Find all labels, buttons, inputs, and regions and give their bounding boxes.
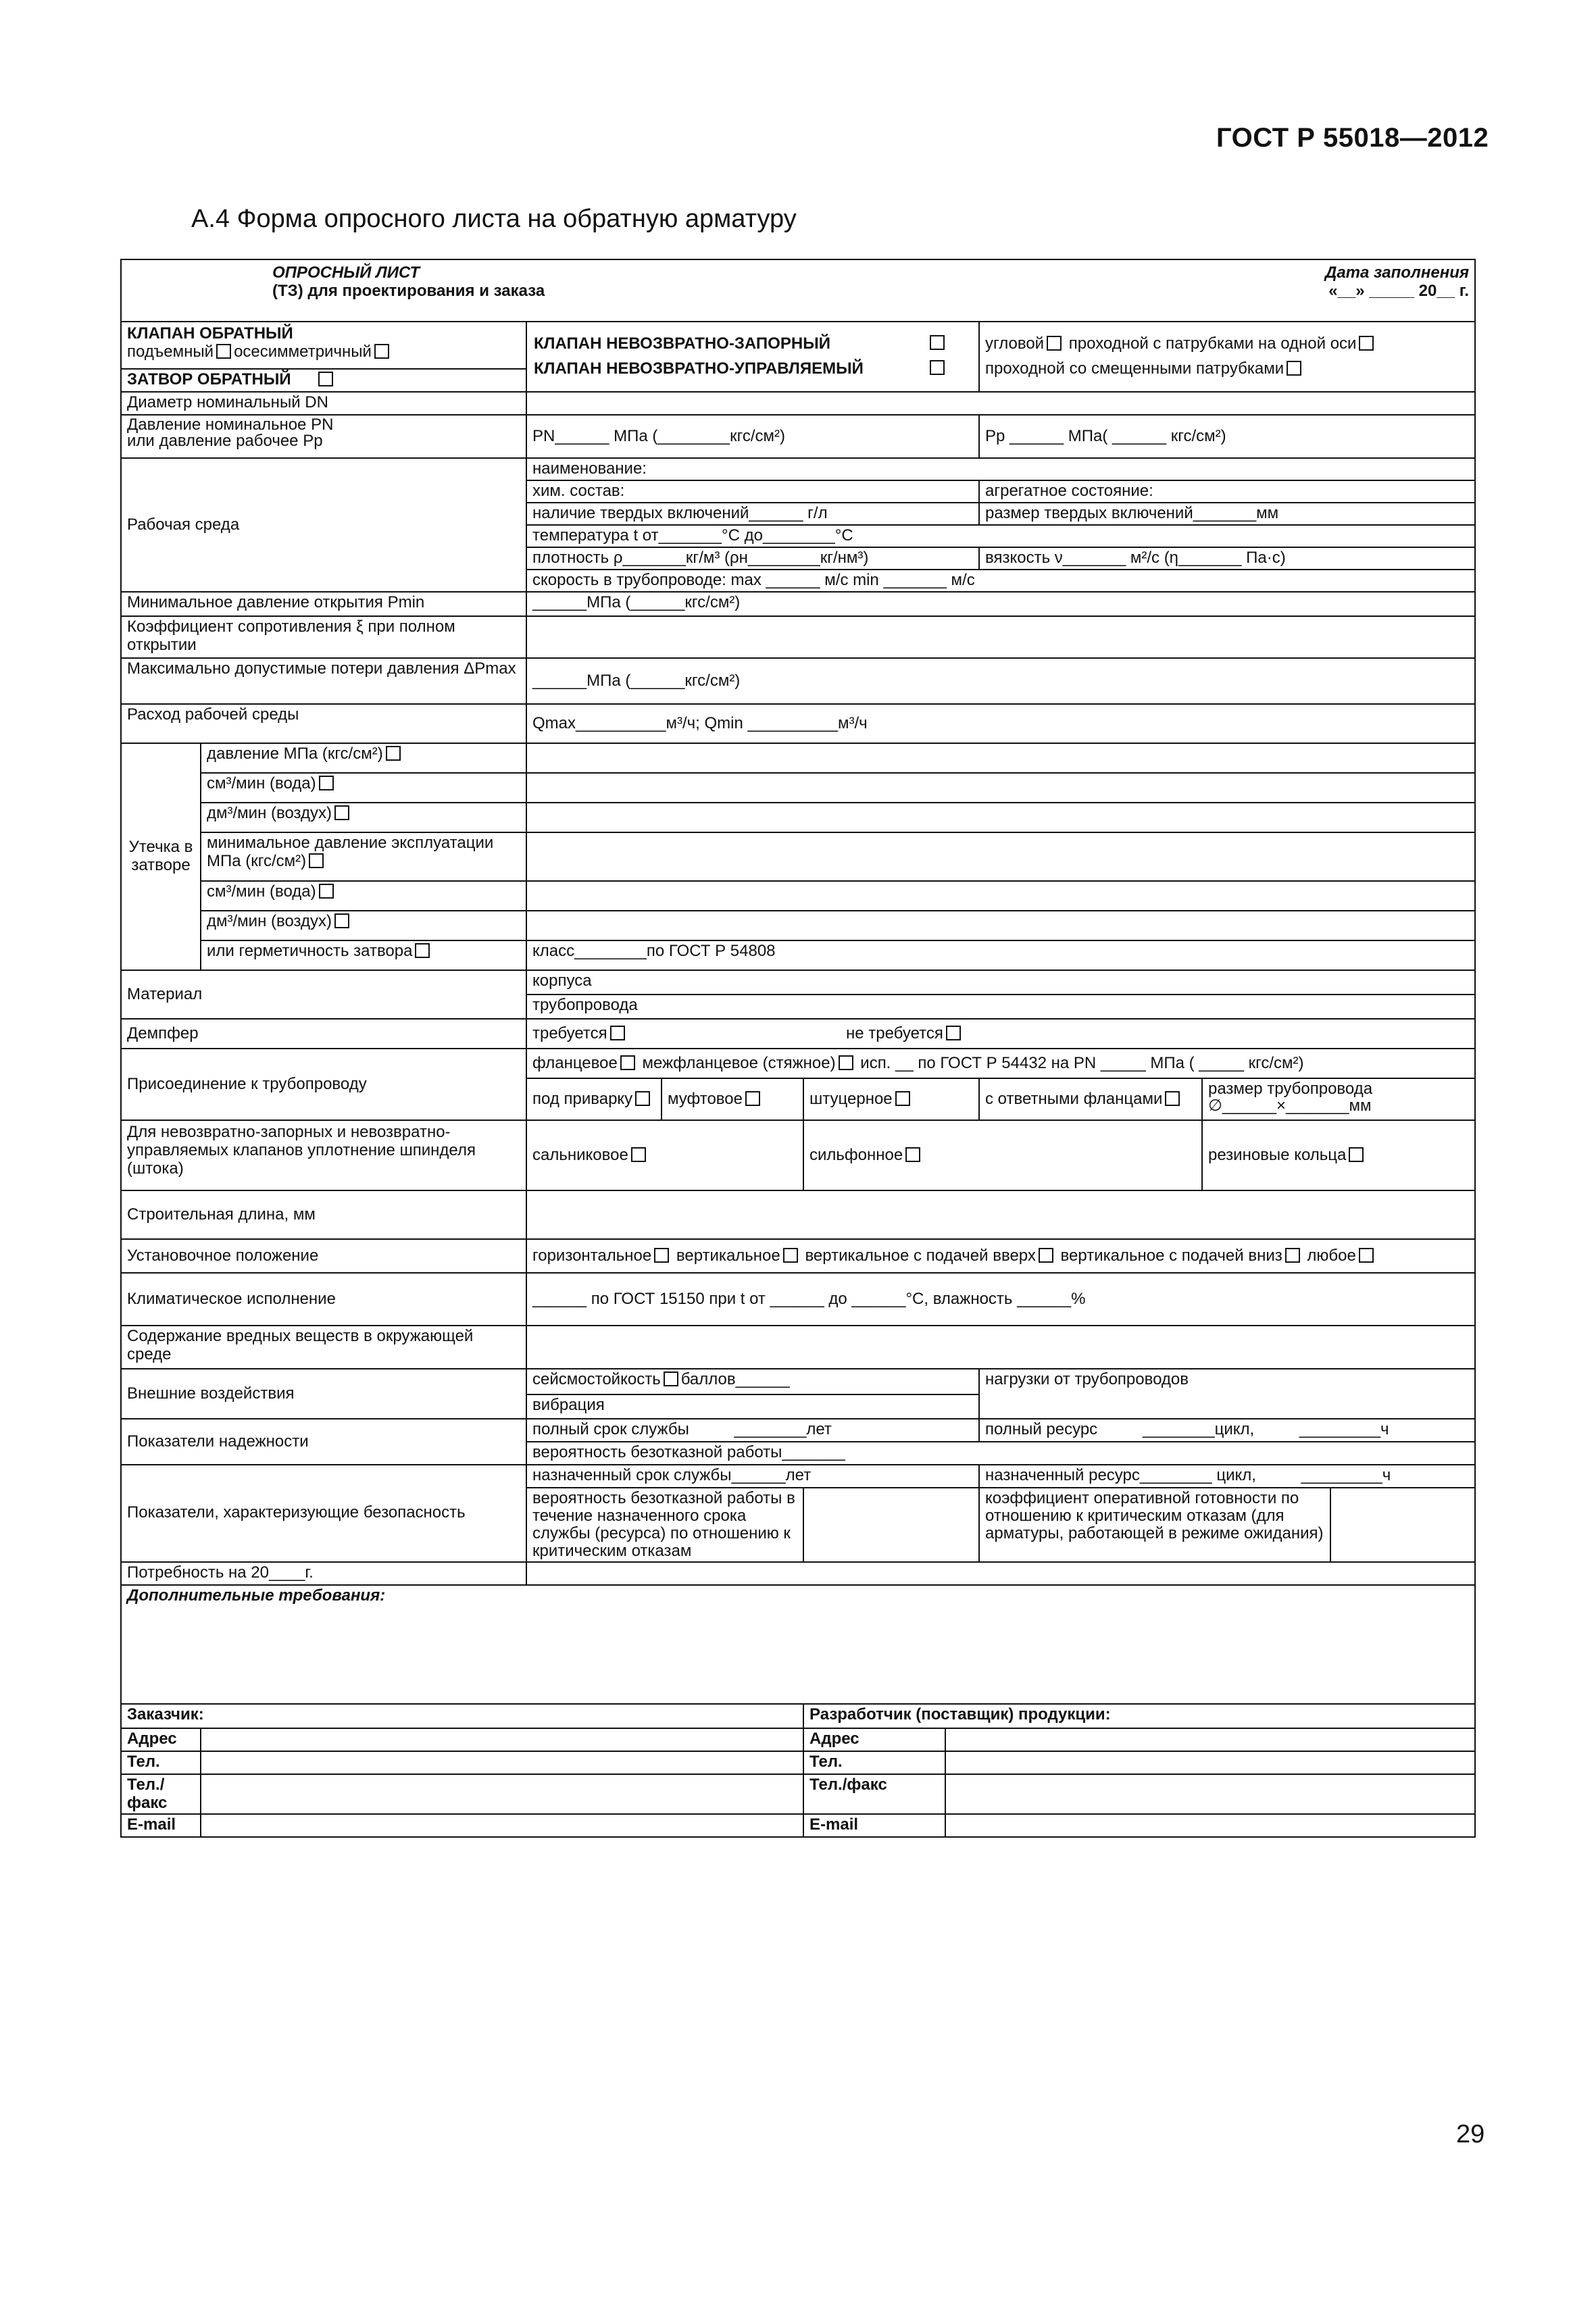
- aggregate-field[interactable]: агрегатное состояние:: [979, 480, 1475, 503]
- straight-one-axis-checkbox[interactable]: [1359, 336, 1374, 351]
- leakage-item-0: давление МПа (кгс/см²): [201, 743, 526, 773]
- max-loss-label: Максимально допустимые потери давления ΔPmax: [121, 658, 526, 704]
- leakage-class-field[interactable]: класс________по ГОСТ Р 54808: [526, 940, 1475, 970]
- any-checkbox[interactable]: [1359, 1248, 1374, 1263]
- connection-line-1: фланцевое межфланцевое (стяжное) исп. __ по ГОСТ Р 54432 на PN _____ МПа ( _____ кгс/см²): [526, 1049, 1475, 1078]
- developer-phone-field[interactable]: [945, 1751, 1475, 1774]
- min-open-field[interactable]: ______МПа (______кгс/см²): [526, 592, 1475, 616]
- leakage-item-2: дм³/мин (воздух): [201, 803, 526, 832]
- speed-field[interactable]: скорость в трубопроводе: max ______ м/с min _______ м/с: [526, 570, 1475, 592]
- developer-fax-field[interactable]: [945, 1774, 1475, 1815]
- gland-cell: сальниковое: [526, 1120, 803, 1190]
- straight-one-axis-label: проходной с патрубками на одной оси: [1068, 334, 1357, 353]
- developer-header: Разработчик (поставщик) продукции:: [803, 1704, 1475, 1728]
- readiness-field[interactable]: [1330, 1488, 1475, 1562]
- rubber-checkbox[interactable]: [1349, 1147, 1364, 1162]
- customer-phone-field[interactable]: [201, 1751, 803, 1774]
- check-valve-cell: [121, 322, 526, 369]
- vertical-checkbox[interactable]: [783, 1248, 798, 1263]
- coupling-cell: муфтовое: [662, 1078, 803, 1120]
- date-label: Дата заполнения: [1324, 263, 1469, 282]
- climate-label: Климатическое исполнение: [121, 1273, 526, 1326]
- resistance-label: Коэффициент сопротивления ξ при полном открытии: [121, 616, 526, 658]
- flange-checkbox[interactable]: [620, 1055, 635, 1070]
- questionnaire-form: [120, 259, 1476, 1838]
- counter-flanges-cell: с ответными фланцами: [979, 1078, 1202, 1120]
- developer-address-field[interactable]: [945, 1728, 1475, 1751]
- customer-address-field[interactable]: [201, 1728, 803, 1751]
- leakage-field-2[interactable]: [526, 803, 1475, 832]
- damper-not-required-checkbox[interactable]: [946, 1026, 961, 1040]
- non-return-control-checkbox[interactable]: [930, 360, 945, 375]
- dn-label: Диаметр номинальный DN: [121, 392, 526, 415]
- material-label: Материал: [121, 970, 526, 1019]
- leakage-field-5[interactable]: [526, 911, 1475, 940]
- vertical-down-checkbox[interactable]: [1285, 1248, 1300, 1263]
- weld-cell: под приварку: [526, 1078, 662, 1120]
- pp-field[interactable]: Pр ______ МПа( ______ кгс/см²): [979, 415, 1475, 458]
- readiness-text: коэффициент оперативной готовности по отношению к критическим отказам (для арматуры, работающей в режиме ожидания): [979, 1488, 1330, 1562]
- solids-size-field[interactable]: размер твердых включений_______мм: [979, 503, 1475, 525]
- developer-email-label: E-mail: [803, 1814, 945, 1837]
- position-label: Установочное положение: [121, 1239, 526, 1273]
- loads-field[interactable]: нагрузки от трубопроводов: [979, 1369, 1475, 1419]
- position-cell: горизонтальное вертикальное вертикальное с подачей вверх вертикальное с подачей вниз любое: [526, 1239, 1475, 1273]
- customer-address-label: Адрес: [121, 1728, 201, 1751]
- harmful-field[interactable]: [526, 1326, 1475, 1369]
- weld-checkbox[interactable]: [635, 1091, 650, 1106]
- leakage-item-4: см³/мин (вода): [201, 881, 526, 911]
- form-title: ОПРОСНЫЙ ЛИСТ: [272, 263, 420, 282]
- harmful-label: Содержание вредных веществ в окружающей среде: [121, 1326, 526, 1369]
- safety-label: Показатели, характеризующие безопасность: [121, 1465, 526, 1562]
- developer-fax-label: Тел./факс: [803, 1774, 945, 1815]
- flow-field[interactable]: Qmax__________м³/ч; Qmin __________м³/ч: [526, 704, 1475, 743]
- climate-field[interactable]: ______ по ГОСТ 15150 при t от ______ до ______°С, влажность ______%: [526, 1273, 1475, 1326]
- vibration-field[interactable]: вибрация: [526, 1394, 979, 1419]
- temperature-field[interactable]: температура t от_______°С до________°С: [526, 525, 1475, 547]
- straight-offset-checkbox[interactable]: [1287, 361, 1301, 376]
- developer-email-field[interactable]: [945, 1814, 1475, 1837]
- resource-field[interactable]: полный ресурс ________цикл, _________ч: [979, 1419, 1475, 1442]
- non-return-shutoff-label: КЛАПАН НЕВОЗВРАТНО-ЗАПОРНЫЙ: [534, 334, 830, 353]
- page-number: 29: [1456, 2120, 1485, 2148]
- leakage-checkbox-3[interactable]: [309, 853, 324, 868]
- customer-header: Заказчик:: [121, 1704, 803, 1728]
- pn-field[interactable]: PN______ МПа (________кгс/см²): [526, 415, 979, 458]
- non-return-shutoff-checkbox[interactable]: [930, 335, 945, 350]
- assigned-resource-field[interactable]: назначенный ресурс________ цикл, _________ч: [979, 1465, 1475, 1488]
- seismic-cell: сейсмостойкость баллов______: [526, 1369, 979, 1394]
- nipple-cell: штуцерное: [803, 1078, 979, 1120]
- leakage-checkbox-0[interactable]: [386, 746, 401, 761]
- rubber-cell: резиновые кольца: [1202, 1120, 1475, 1190]
- axisymmetric-checkbox[interactable]: [374, 344, 389, 359]
- angle-checkbox[interactable]: [1047, 336, 1062, 351]
- need-field[interactable]: [526, 1562, 1475, 1585]
- check-gate-cell: [121, 369, 526, 392]
- gland-checkbox[interactable]: [631, 1147, 646, 1162]
- customer-email-field[interactable]: [201, 1814, 803, 1837]
- leakage-item-5: дм³/мин (воздух): [201, 911, 526, 940]
- assigned-life-field[interactable]: назначенный срок службы______лет: [526, 1465, 979, 1488]
- wafer-checkbox[interactable]: [839, 1055, 853, 1070]
- damper-cell: [526, 1019, 1475, 1049]
- coupling-checkbox[interactable]: [745, 1091, 760, 1106]
- section-heading: А.4 Форма опросного листа на обратную арматуру: [191, 205, 797, 233]
- leakage-field-3[interactable]: [526, 832, 1475, 881]
- leakage-field-1[interactable]: [526, 773, 1475, 803]
- damper-required-checkbox[interactable]: [610, 1026, 625, 1040]
- medium-label: Рабочая среда: [121, 458, 526, 592]
- leakage-item-6: или герметичность затвора: [201, 940, 526, 970]
- connection-label: Присоединение к трубопроводу: [121, 1049, 526, 1120]
- axisymmetric-label: осесимметричный: [234, 342, 372, 361]
- customer-fax-label: Тел./факс: [121, 1774, 201, 1815]
- seal-label: Для невозвратно-запорных и невозвратно-управляемых клапанов уплотнение шпинделя (штока): [121, 1120, 526, 1190]
- form-subtitle: (ТЗ) для проектирования и заказа: [272, 281, 545, 300]
- safety-prob-field[interactable]: [803, 1488, 979, 1562]
- standard-number: ГОСТ Р 55018—2012: [1216, 123, 1489, 153]
- angle-label: угловой: [985, 334, 1045, 353]
- leakage-checkbox-5[interactable]: [334, 913, 349, 928]
- external-label: Внешние воздействия: [121, 1369, 526, 1419]
- material-body-field[interactable]: корпуса: [526, 970, 1475, 995]
- leakage-checkbox-4[interactable]: [319, 884, 334, 899]
- developer-address-label: Адрес: [803, 1728, 945, 1751]
- need-label: Потребность на 20____г.: [121, 1562, 526, 1585]
- max-loss-field[interactable]: ______МПа (______кгс/см²): [526, 658, 1475, 704]
- reliability-label: Показатели надежности: [121, 1419, 526, 1465]
- dn-input[interactable]: [526, 392, 1475, 415]
- form-header: [121, 259, 1475, 322]
- nipple-checkbox[interactable]: [895, 1091, 910, 1106]
- customer-phone-label: Тел.: [121, 1751, 201, 1774]
- leakage-field-0[interactable]: [526, 743, 1475, 773]
- developer-phone-label: Тел.: [803, 1751, 945, 1774]
- density-field[interactable]: плотность ρ_______кг/м³ (ρн________кг/нм³): [526, 547, 979, 570]
- pressure-label: Давление номинальное PN или давление рабочее Pр: [121, 415, 526, 458]
- leakage-item-3: минимальное давление эксплуатации МПа (кгс/см²): [201, 832, 526, 881]
- check-gate-checkbox[interactable]: [318, 372, 333, 386]
- damper-label: Демпфер: [121, 1019, 526, 1049]
- connection-spec-field[interactable]: исп. __ по ГОСТ Р 54432 на PN _____ МПа ( _____ кгс/см²): [860, 1053, 1304, 1072]
- seismic-checkbox[interactable]: [664, 1372, 678, 1386]
- pipe-size-cell[interactable]: размер трубопровода ∅______×_______мм: [1202, 1078, 1475, 1120]
- min-open-label: Минимальное давление открытия Pmin: [121, 592, 526, 616]
- damper-not-required-label: не требуется: [845, 1024, 943, 1042]
- resistance-field[interactable]: [526, 616, 1475, 658]
- additional-requirements[interactable]: Дополнительные требования:: [121, 1585, 1475, 1704]
- straight-offset-label: проходной со смещенными патрубками: [985, 359, 1285, 378]
- damper-required-label: требуется: [532, 1024, 607, 1042]
- medium-name-field[interactable]: наименование:: [526, 458, 1475, 480]
- leakage-item-1: см³/мин (вода): [201, 773, 526, 803]
- leakage-checkbox-2[interactable]: [334, 805, 349, 820]
- leakage-field-4[interactable]: [526, 881, 1475, 911]
- safety-prob-text: вероятность безотказной работы в течение назначенного срока службы (ресурса) по отношению к критическим отказам: [526, 1488, 803, 1562]
- bellows-checkbox[interactable]: [905, 1147, 920, 1162]
- length-field[interactable]: [526, 1190, 1475, 1239]
- bellows-cell: сильфонное: [803, 1120, 1202, 1190]
- counter-flanges-checkbox[interactable]: [1165, 1091, 1180, 1106]
- seismic-points-field[interactable]: баллов______: [680, 1370, 790, 1388]
- life-field[interactable]: полный срок службы ________лет: [526, 1419, 979, 1442]
- customer-fax-field[interactable]: [201, 1774, 803, 1815]
- horizontal-checkbox[interactable]: [654, 1248, 669, 1263]
- customer-email-label: E-mail: [121, 1814, 201, 1837]
- chem-field[interactable]: хим. состав:: [526, 480, 979, 503]
- flow-label: Расход рабочей среды: [121, 704, 526, 743]
- length-label: Строительная длина, мм: [121, 1190, 526, 1239]
- material-pipeline-field[interactable]: трубопровода: [526, 995, 1475, 1019]
- leakage-label: Утечка в затворе: [121, 743, 201, 970]
- leakage-checkbox-1[interactable]: [319, 776, 334, 790]
- viscosity-field[interactable]: вязкость ν_______ м²/с (η_______ Па·с): [979, 547, 1475, 570]
- non-return-cell: [526, 322, 979, 392]
- body-type-cell: [979, 322, 1475, 392]
- vertical-up-checkbox[interactable]: [1039, 1248, 1053, 1263]
- check-gate-label: ЗАТВОР ОБРАТНЫЙ: [127, 370, 291, 388]
- check-valve-label: КЛАПАН ОБРАТНЫЙ: [127, 324, 293, 343]
- non-return-control-label: КЛАПАН НЕВОЗВРАТНО-УПРАВЛЯЕМЫЙ: [534, 359, 864, 378]
- solids-field[interactable]: наличие твердых включений______ г/л: [526, 503, 979, 525]
- probability-field[interactable]: вероятность безотказной работы_______: [526, 1442, 1475, 1465]
- date-field[interactable]: «__» _____ 20__ г.: [1328, 281, 1469, 300]
- leakage-checkbox-6[interactable]: [415, 943, 430, 958]
- lift-checkbox[interactable]: [216, 344, 231, 359]
- lift-label: подъемный: [127, 342, 214, 361]
